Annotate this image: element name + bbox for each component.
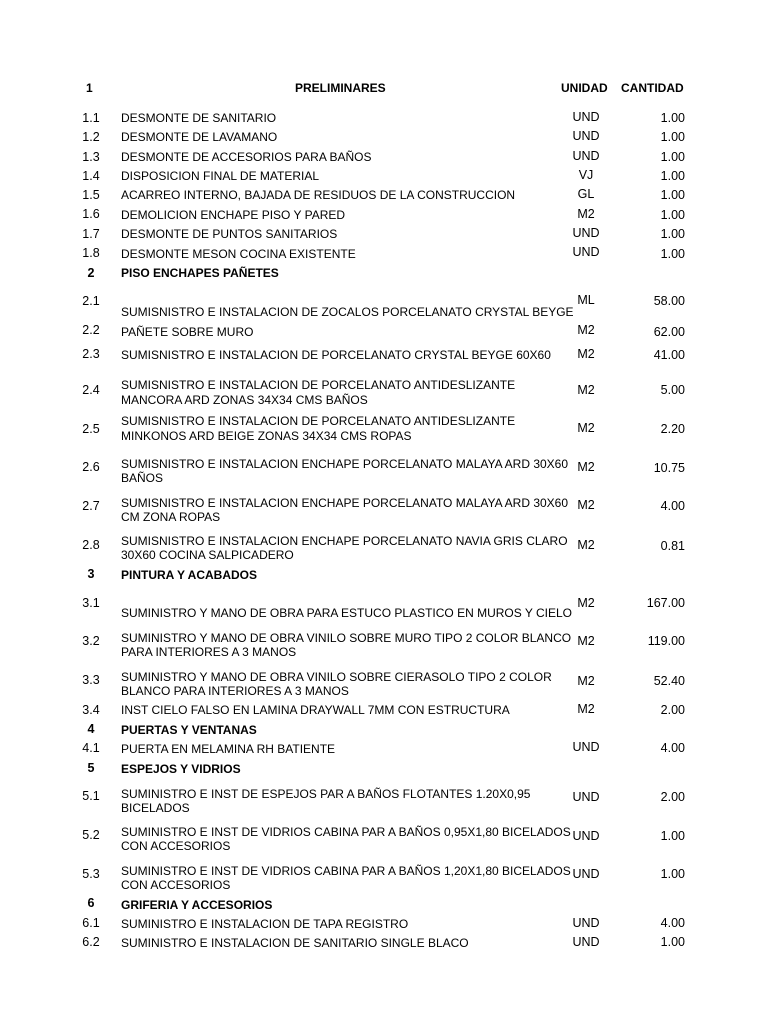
- item-quantity: 10.75: [653, 461, 685, 475]
- item-quantity: 62.00: [653, 325, 685, 339]
- section-number: 5: [87, 761, 95, 775]
- item-unit: M2: [577, 207, 595, 221]
- section-title: PUERTAS Y VENTANAS: [121, 723, 257, 737]
- item-unit: M2: [577, 460, 595, 474]
- item-quantity: 4.00: [660, 916, 685, 930]
- item-description: SUMISNISTRO E INSTALACION ENCHAPE PORCELANATO MALAYA ARD 30X60: [121, 457, 569, 471]
- item-description: BLANCO PARA INTERIORES A 3 MANOS: [121, 684, 349, 698]
- item-description: ACARREO INTERNO, BAJADA DE RESIDUOS DE LA CONSTRUCCION: [121, 188, 516, 202]
- item-description: SUMISNISTRO E INSTALACION DE ZOCALOS PORCELANATO CRYSTAL BEYGE: [121, 305, 574, 319]
- item-description: SUMISNISTRO E INSTALACION DE PORCELANATO ANTIDESLIZANTE: [121, 414, 516, 428]
- item-unit: UND: [572, 829, 600, 843]
- item-description: SUMINISTRO E INST DE VIDRIOS CABINA PAR A BAÑOS 1,20X1,80 BICELADOS: [121, 864, 571, 878]
- item-number: 2.6: [82, 460, 100, 474]
- item-quantity: 52.40: [653, 674, 685, 688]
- item-description: SUMISNISTRO E INSTALACION ENCHAPE PORCELANATO NAVIA GRIS CLARO: [121, 534, 568, 548]
- item-description: SUMINISTRO Y MANO DE OBRA VINILO SOBRE CIERASOLO TIPO 2 COLOR: [121, 670, 552, 684]
- item-number: 3.2: [82, 634, 100, 648]
- item-unit: M2: [577, 421, 595, 435]
- item-unit: UND: [572, 740, 600, 754]
- item-unit: M2: [577, 383, 595, 397]
- item-quantity: 1.00: [660, 867, 685, 881]
- section-title: ESPEJOS Y VIDRIOS: [121, 762, 241, 776]
- item-description: SUMISNISTRO E INSTALACION DE PORCELANATO CRYSTAL BEYGE 60X60: [121, 348, 551, 362]
- item-description: MINKONOS ARD BEIGE ZONAS 34X34 CMS ROPAS: [121, 429, 412, 443]
- item-description: CON ACCESORIOS: [121, 839, 231, 853]
- item-number: 2.7: [82, 499, 100, 513]
- item-description: SUMISNISTRO E INSTALACION DE PORCELANATO ANTIDESLIZANTE: [121, 378, 516, 392]
- section-title: PINTURA Y ACABADOS: [121, 568, 258, 582]
- item-unit: M2: [577, 702, 595, 716]
- section-number: 6: [87, 896, 95, 910]
- item-description: PARA INTERIORES A 3 MANOS: [121, 645, 297, 659]
- item-description: DESMONTE DE LAVAMANO: [121, 130, 278, 144]
- item-number: 1.6: [82, 207, 100, 221]
- item-unit: UND: [572, 110, 600, 124]
- item-quantity: 1.00: [660, 111, 685, 125]
- item-quantity: 1.00: [660, 829, 685, 843]
- item-quantity: 4.00: [660, 741, 685, 755]
- header-number: 1: [86, 81, 93, 95]
- item-quantity: 1.00: [660, 208, 685, 222]
- header-title: PRELIMINARES: [295, 81, 386, 95]
- item-number: 3.3: [82, 673, 100, 687]
- item-number: 2.4: [82, 383, 100, 397]
- item-number: 2.3: [82, 347, 100, 361]
- header-unit: UNIDAD: [561, 81, 608, 95]
- item-unit: M2: [577, 634, 595, 648]
- header-quantity: CANTIDAD: [621, 81, 684, 95]
- item-number: 1.7: [82, 227, 100, 241]
- item-number: 5.2: [82, 828, 100, 842]
- item-number: 2.1: [82, 294, 100, 308]
- section-title: GRIFERIA Y ACCESORIOS: [121, 898, 273, 912]
- item-description: BICELADOS: [121, 801, 190, 815]
- item-quantity: 1.00: [660, 169, 685, 183]
- item-description: CON ACCESORIOS: [121, 878, 231, 892]
- item-unit: UND: [572, 129, 600, 143]
- item-unit: ML: [577, 293, 595, 307]
- item-number: 2.2: [82, 323, 100, 337]
- section-number: 4: [87, 722, 95, 736]
- item-quantity: 2.20: [660, 422, 685, 436]
- item-quantity: 1.00: [660, 150, 685, 164]
- item-description: DISPOSICION FINAL DE MATERIAL: [121, 169, 320, 183]
- item-description: DESMONTE DE PUNTOS SANITARIOS: [121, 227, 338, 241]
- item-number: 5.1: [82, 789, 100, 803]
- item-quantity: 1.00: [660, 188, 685, 202]
- item-quantity: 167.00: [646, 596, 685, 610]
- item-description: DESMONTE MESON COCINA EXISTENTE: [121, 247, 356, 261]
- item-description: PAÑETE SOBRE MURO: [121, 325, 254, 339]
- item-quantity: 41.00: [653, 348, 685, 362]
- item-description: SUMISNISTRO E INSTALACION ENCHAPE PORCELANATO MALAYA ARD 30X60: [121, 496, 569, 510]
- section-number: 3: [87, 567, 95, 581]
- item-number: 1.2: [82, 130, 100, 144]
- item-quantity: 1.00: [660, 130, 685, 144]
- item-unit: M2: [577, 347, 595, 361]
- item-number: 2.5: [82, 422, 100, 436]
- item-quantity: 2.00: [660, 703, 685, 717]
- item-unit: UND: [572, 935, 600, 949]
- item-description: MANCORA ARD ZONAS 34X34 CMS BAÑOS: [121, 393, 368, 407]
- item-number: 6.2: [82, 935, 100, 949]
- item-number: 1.8: [82, 246, 100, 260]
- item-description: PUERTA EN MELAMINA RH BATIENTE: [121, 742, 336, 756]
- item-description: DEMOLICION ENCHAPE PISO Y PARED: [121, 208, 346, 222]
- item-description: DESMONTE DE SANITARIO: [121, 111, 277, 125]
- item-description: CM ZONA ROPAS: [121, 510, 221, 524]
- item-unit: M2: [577, 596, 595, 610]
- item-unit: UND: [572, 226, 600, 240]
- item-description: SUMINISTRO E INSTALACION DE TAPA REGISTRO: [121, 917, 409, 931]
- item-quantity: 1.00: [660, 247, 685, 261]
- item-description: INST CIELO FALSO EN LAMINA DRAYWALL 7MM CON ESTRUCTURA: [121, 703, 510, 717]
- item-quantity: 4.00: [660, 499, 685, 513]
- item-quantity: 1.00: [660, 227, 685, 241]
- item-number: 1.3: [82, 150, 100, 164]
- item-description: BAÑOS: [121, 471, 164, 485]
- item-unit: UND: [572, 790, 600, 804]
- item-number: 3.4: [82, 703, 100, 717]
- item-unit: UND: [572, 245, 600, 259]
- item-number: 6.1: [82, 916, 100, 930]
- item-number: 3.1: [82, 596, 100, 610]
- item-unit: GL: [577, 187, 595, 201]
- item-description: DESMONTE DE ACCESORIOS PARA BAÑOS: [121, 150, 372, 164]
- item-unit: UND: [572, 867, 600, 881]
- item-description: 30X60 COCINA SALPICADERO: [121, 548, 294, 562]
- item-description: SUMINISTRO E INSTALACION DE SANITARIO SINGLE BLACO: [121, 936, 469, 950]
- item-number: 5.3: [82, 867, 100, 881]
- item-quantity: 1.00: [660, 935, 685, 949]
- item-number: 1.4: [82, 169, 100, 183]
- item-unit: UND: [572, 916, 600, 930]
- item-number: 1.1: [82, 111, 100, 125]
- item-description: SUMINISTRO Y MANO DE OBRA VINILO SOBRE MURO TIPO 2 COLOR BLANCO: [121, 631, 572, 645]
- item-quantity: 119.00: [647, 634, 685, 648]
- item-quantity: 0.81: [660, 539, 685, 553]
- item-number: 2.8: [82, 538, 100, 552]
- item-quantity: 58.00: [653, 294, 685, 308]
- item-description: SUMINISTRO Y MANO DE OBRA PARA ESTUCO PLASTICO EN MUROS Y CIELO: [121, 606, 572, 620]
- item-description: SUMINISTRO E INST DE VIDRIOS CABINA PAR A BAÑOS 0,95X1,80 BICELADOS: [121, 825, 571, 839]
- item-unit: M2: [577, 674, 595, 688]
- item-number: 1.5: [82, 188, 100, 202]
- item-number: 4.1: [82, 741, 100, 755]
- item-unit: VJ: [578, 168, 594, 182]
- section-title: PISO ENCHAPES PAÑETES: [121, 266, 279, 280]
- item-quantity: 2.00: [660, 790, 685, 804]
- item-unit: M2: [577, 538, 595, 552]
- item-unit: UND: [572, 149, 600, 163]
- item-quantity: 5.00: [660, 383, 685, 397]
- section-number: 2: [87, 266, 95, 280]
- item-unit: M2: [577, 498, 595, 512]
- item-description: SUMINISTRO E INST DE ESPEJOS PAR A BAÑOS FLOTANTES 1.20X0,95: [121, 787, 531, 801]
- item-unit: M2: [577, 323, 595, 337]
